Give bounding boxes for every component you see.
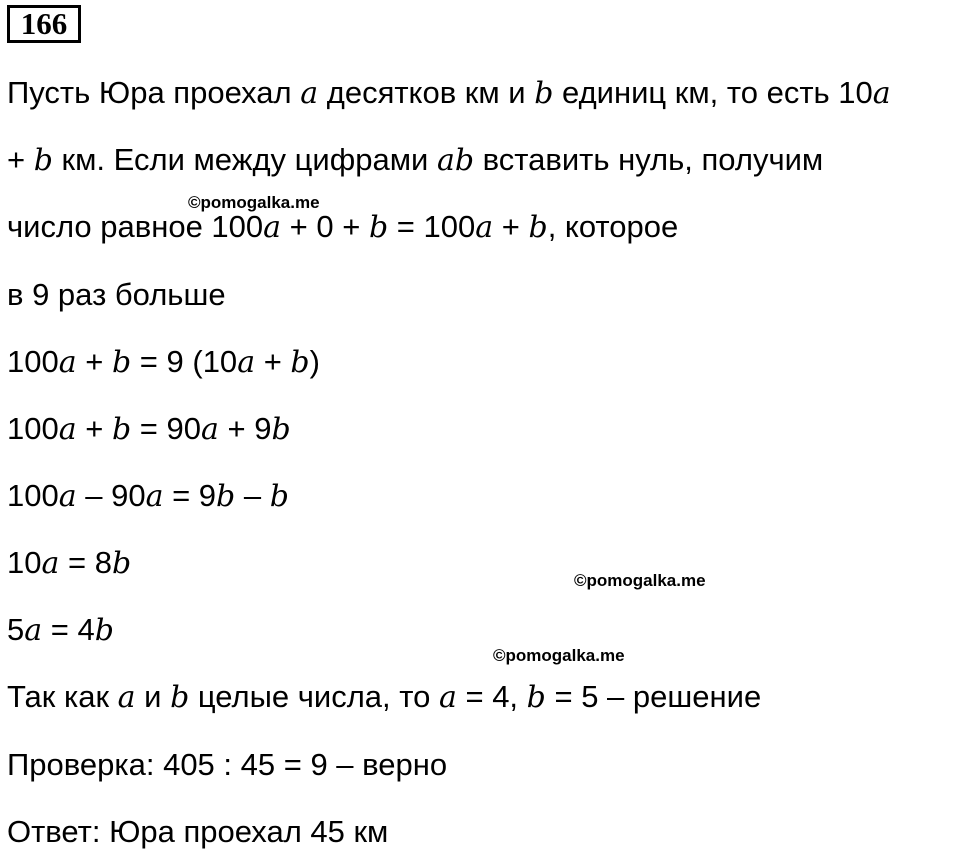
- text-segment: 5: [7, 612, 25, 647]
- text-segment: +: [76, 344, 112, 379]
- text-segment: –: [235, 478, 270, 513]
- math-variable: b: [170, 680, 190, 715]
- text-segment: = 100: [388, 209, 476, 244]
- math-variable: b: [526, 680, 546, 715]
- text-segment: и: [135, 679, 171, 714]
- text-segment: = 8: [59, 545, 112, 580]
- math-variable: a: [58, 345, 77, 380]
- text-segment: вставить нуль, получим: [474, 142, 824, 177]
- text-segment: Пусть Юра проехал: [7, 75, 301, 110]
- solution-line: [7, 543, 131, 584]
- solution-line: [7, 275, 226, 315]
- math-variable: b: [216, 479, 236, 514]
- math-variable: a: [117, 680, 136, 715]
- text-segment: +: [7, 142, 34, 177]
- math-variable: ab: [436, 143, 475, 178]
- math-variable: b: [111, 546, 132, 581]
- text-segment: = 9: [163, 478, 217, 513]
- text-segment: = 90: [131, 411, 201, 446]
- text-segment: целые числа, то: [189, 679, 439, 714]
- math-variable: b: [290, 345, 310, 380]
- math-variable: b: [94, 613, 114, 648]
- text-segment: = 4: [42, 612, 95, 647]
- math-variable: a: [58, 479, 77, 514]
- solution-line: [7, 677, 761, 718]
- text-segment: единиц км, то есть 10: [553, 75, 873, 110]
- solution-line: [7, 476, 289, 517]
- text-segment: – 90: [76, 478, 146, 513]
- text-segment: 100: [7, 478, 59, 513]
- math-variable: a: [145, 479, 164, 514]
- watermark: ©pomogalka.me: [574, 571, 706, 590]
- text-segment: десятков км и: [318, 75, 535, 110]
- math-variable: b: [269, 479, 289, 514]
- problem-number: 166: [7, 5, 81, 43]
- text-segment: +: [76, 411, 112, 446]
- math-variable: a: [872, 76, 891, 111]
- solution-line: [7, 745, 447, 785]
- math-variable: a: [41, 546, 60, 581]
- text-segment: в 9 раз больше: [7, 277, 226, 312]
- math-variable: a: [237, 345, 256, 380]
- text-segment: Ответ: Юра проехал 45 км: [7, 814, 389, 849]
- watermark: ©pomogalka.me: [188, 193, 320, 212]
- text-segment: 10: [7, 545, 42, 580]
- math-variable: b: [368, 210, 389, 245]
- text-segment: 100: [7, 411, 59, 446]
- math-variable: b: [111, 345, 132, 380]
- text-segment: 100: [7, 344, 59, 379]
- text-segment: ): [309, 344, 320, 379]
- math-variable: b: [111, 412, 132, 447]
- text-segment: +: [255, 344, 291, 379]
- math-variable: a: [438, 680, 457, 715]
- text-segment: , которое: [547, 209, 679, 244]
- math-variable: a: [300, 76, 319, 111]
- text-segment: +: [493, 209, 529, 244]
- solution-line: [7, 73, 891, 114]
- text-segment: + 0 +: [281, 209, 369, 244]
- text-segment: число равное 100: [7, 209, 264, 244]
- solution-line: [7, 610, 114, 651]
- math-variable: b: [534, 76, 554, 111]
- text-segment: Проверка: 405 : 45 = 9 – верно: [7, 747, 448, 782]
- math-variable: b: [33, 143, 53, 178]
- text-segment: Так как: [7, 679, 118, 714]
- math-variable: b: [271, 412, 291, 447]
- text-segment: = 5 – решение: [545, 679, 762, 714]
- watermark: ©pomogalka.me: [493, 646, 625, 665]
- math-variable: a: [58, 412, 77, 447]
- math-variable: a: [475, 210, 494, 245]
- text-segment: = 4,: [456, 679, 527, 714]
- solution-line: [7, 812, 388, 852]
- solution-line: [7, 140, 823, 181]
- math-variable: b: [528, 210, 548, 245]
- solution-line: [7, 409, 291, 450]
- text-segment: км. Если между цифрами: [52, 142, 437, 177]
- solution-line: [7, 342, 320, 383]
- text-segment: + 9: [218, 411, 272, 446]
- math-variable: a: [263, 210, 282, 245]
- solution-line: [7, 207, 678, 248]
- text-segment: = 9 (10: [131, 344, 238, 379]
- math-variable: a: [24, 613, 43, 648]
- math-variable: a: [201, 412, 219, 447]
